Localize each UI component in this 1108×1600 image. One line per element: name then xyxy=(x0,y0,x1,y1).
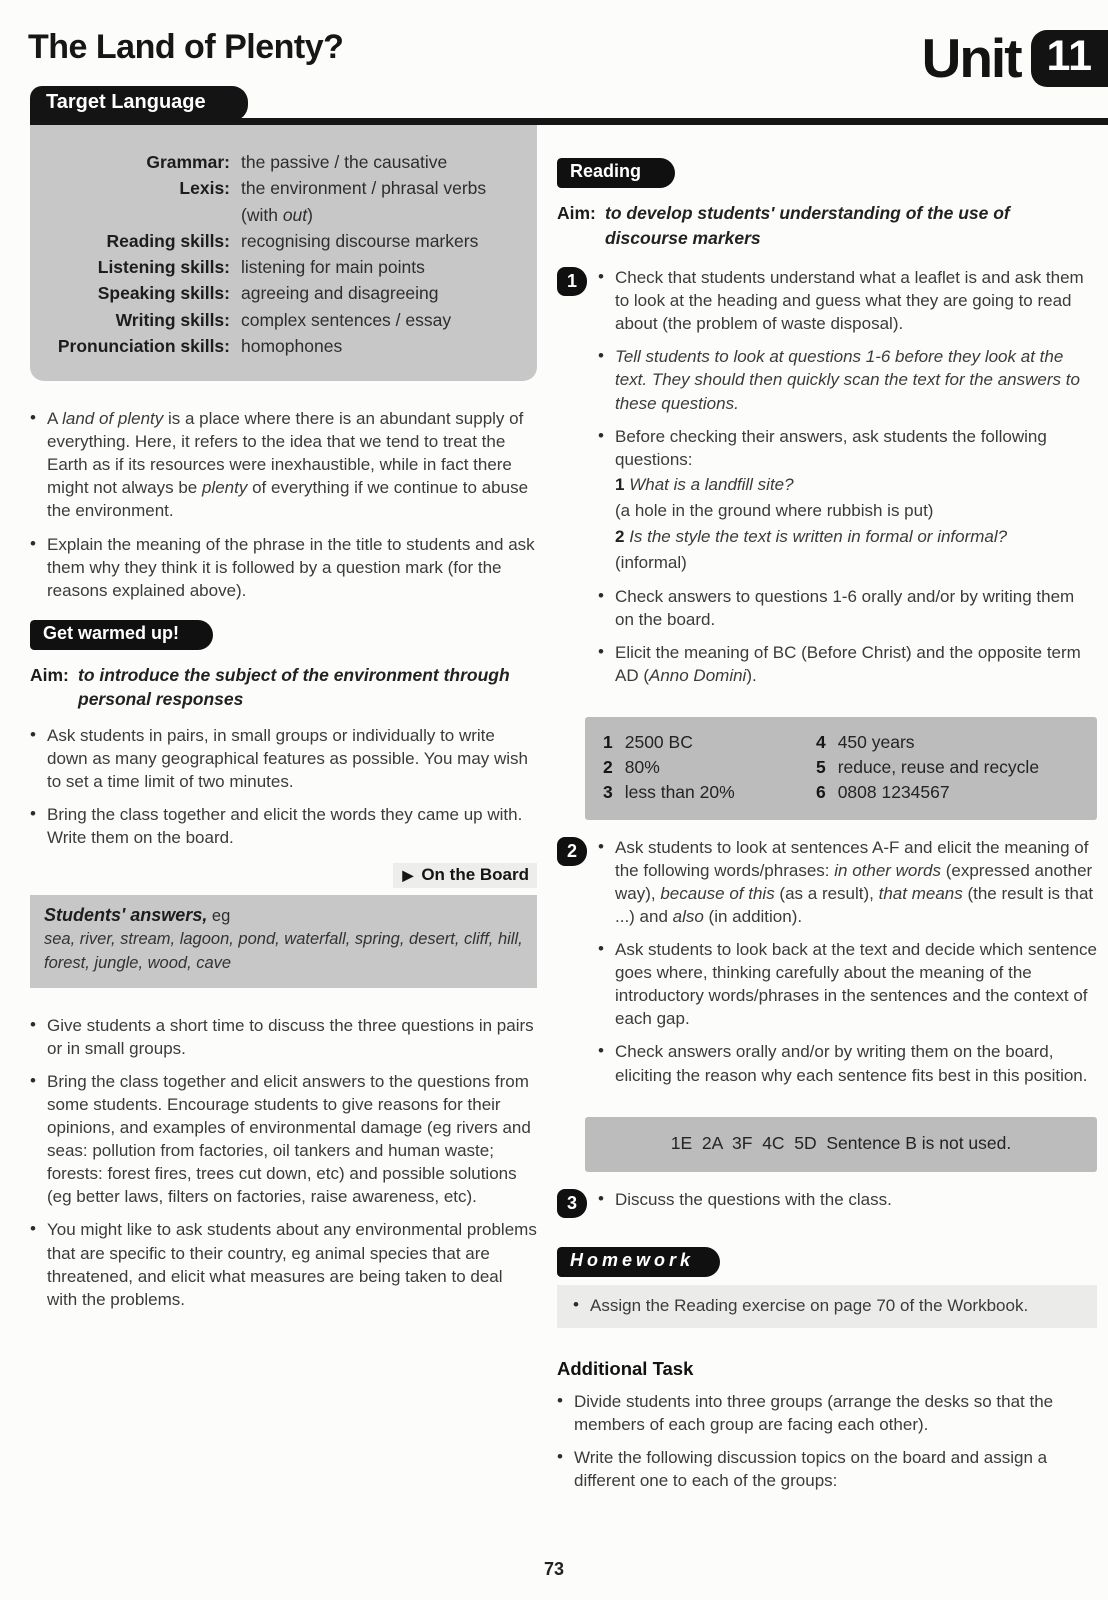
answer-key-box-2: 1E 2A 3F 4C 5D Sentence B is not used. xyxy=(585,1117,1097,1172)
answer-number: 6 xyxy=(815,781,826,802)
aim-label: Aim: xyxy=(30,664,69,685)
question-line: 1 What is a landfill site? xyxy=(615,474,794,494)
row-label: Grammar: xyxy=(146,152,230,172)
get-warmed-up-badge: Get warmed up! xyxy=(30,620,213,650)
step-body xyxy=(598,266,1097,697)
homework-box xyxy=(557,1285,1097,1328)
additional-task-bullets xyxy=(557,1390,1097,1492)
homework-section xyxy=(557,1247,1097,1328)
aim-label: Aim: xyxy=(557,203,596,223)
additional-task-heading: Additional Task xyxy=(557,1357,694,1379)
answer-text: 80% xyxy=(624,756,660,777)
bullet-item: • Ask students to look back at the text and decide which sentence goes where, thinking carefully about the meaning of the introductory words/phrases in the sentences and the context of each gap. xyxy=(598,938,1097,1030)
step3-bullets xyxy=(598,1188,1097,1211)
step-body xyxy=(598,1188,1097,1221)
aim-text: to introduce the subject of the environment through personal responses xyxy=(78,664,510,710)
row-label: Speaking skills: xyxy=(97,283,230,304)
bullet-item: • You might like to ask students about any environmental problems that are specific to their country, eg animal species that are threatened, and elicit what measures are being taken to deal with the problems. xyxy=(30,1218,537,1310)
on-the-board-label xyxy=(393,863,537,888)
homework-badge: Homework xyxy=(557,1247,720,1277)
step-number-badge: 1 xyxy=(557,267,587,296)
reading-step-2 xyxy=(557,836,1097,1097)
row-value: the passive / the causative xyxy=(241,152,448,172)
bullet-item: • Check answers to questions 1-6 orally and/or by writing them on the board. xyxy=(598,585,1097,631)
row-label: Reading skills: xyxy=(106,230,230,251)
warm-up-section xyxy=(30,620,537,1311)
answer-key-column xyxy=(603,730,816,805)
answer-line: (informal) xyxy=(615,552,687,572)
bullet-item: • Elicit the meaning of BC (Before Christ) and the opposite term AD (Anno Domini). xyxy=(598,641,1097,687)
target-language-row xyxy=(30,175,523,228)
answer-item xyxy=(603,780,816,805)
reading-step-3 xyxy=(557,1188,1097,1221)
answer-item xyxy=(816,755,1087,780)
bullet-intro: Before checking their answers, ask students the following questions: xyxy=(615,426,1047,469)
on-the-board-text: On the Board xyxy=(421,865,529,885)
target-language-row xyxy=(30,254,523,280)
reading-badge: Reading xyxy=(557,158,675,188)
left-column xyxy=(30,125,537,1321)
discussion-bullets xyxy=(30,1014,537,1311)
bullet-item: • Ask students to look at sentences A-F and elicit the meaning of the following words/phrases: in other words (expressed another way), because of this (as a result), that means (the result is that ...) and also (in addition). xyxy=(598,836,1097,928)
step-number-badge: 2 xyxy=(557,837,587,866)
question-line: 2 Is the style the text is written in formal or informal? xyxy=(615,526,1008,546)
row-value: the environment / phrasal verbs (with out) xyxy=(241,178,487,225)
step1-bullets xyxy=(598,266,1097,687)
students-answers-box xyxy=(30,895,537,987)
bullet-item: • Bring the class together and elicit answers to the questions from some students. Encourage students to give reasons for their opinions, and examples of environmental damage (eg rivers and seas: pollution from factories, oil tankers and human waste; forests: forest fires, trees cut down, etc) and possible solutions (eg better laws, filters on factories, raise awareness, etc). xyxy=(30,1070,537,1209)
target-language-tab: Target Language xyxy=(30,86,248,121)
answer-text: 2500 BC xyxy=(624,732,693,753)
answer-text: 0808 1234567 xyxy=(837,781,950,802)
students-answers-title: Students' answers, xyxy=(44,905,208,926)
unit-header xyxy=(922,26,1108,90)
step2-bullets xyxy=(598,836,1097,1087)
row-value: agreeing and disagreeing xyxy=(241,283,439,304)
aim-text: to develop students' understanding of the use of discourse markers xyxy=(605,203,1010,248)
bullet-item: • Check answers orally and/or by writing them on the board, eliciting the reason why each sentence fits best in this position. xyxy=(598,1040,1097,1086)
step-number-badge: 3 xyxy=(557,1189,587,1218)
right-pointing-triangle-icon: ▶ xyxy=(402,867,414,884)
reading-step-1 xyxy=(557,266,1097,697)
answer-number: 1 xyxy=(603,732,613,753)
answer-item xyxy=(603,730,816,755)
bullet-item: • A land of plenty is a place where there is an abundant supply of everything. Here, it refers to the idea that we tend to treat the Earth as if its resources were inexhaustible, while in fact there might not always be plenty of everything if we continue to abuse the environment. xyxy=(30,407,537,523)
reading-aim xyxy=(557,201,1097,250)
additional-task-section xyxy=(557,1358,1097,1492)
row-value: homophones xyxy=(241,335,343,356)
bullet-item: • Write the following discussion topics on the board and assign a different one to each of the groups: xyxy=(557,1446,1097,1492)
row-value: recognising discourse markers xyxy=(241,230,479,251)
answer-number: 5 xyxy=(815,756,826,777)
row-label: Lexis: xyxy=(179,178,230,199)
homework-bullets xyxy=(573,1294,1091,1317)
unit-label: Unit xyxy=(921,27,1021,89)
target-language-row xyxy=(30,333,523,359)
unit-number-badge: 11 xyxy=(1031,30,1108,87)
row-label: Writing skills: xyxy=(115,309,230,330)
page-number: 73 xyxy=(543,1559,565,1579)
target-language-row xyxy=(30,228,523,254)
bullet-item: • Explain the meaning of the phrase in the title to students and ask them why they think it is followed by a question mark (for the reasons explained above). xyxy=(30,533,537,602)
answer-item xyxy=(816,780,1087,805)
bullet-item: • Tell students to look at questions 1-6 before they look at the text. They should then quickly scan the text for the answers to these questions. xyxy=(598,345,1097,414)
answer-number: 3 xyxy=(603,781,613,802)
answer-text: 450 years xyxy=(837,732,915,753)
bullet-item: • Check that students understand what a leaflet is and ask them to look at the heading and guess what they are going to read about (the problem of waste disposal). xyxy=(598,266,1097,335)
students-answers-list: sea, river, stream, lagoon, pond, waterfall, spring, desert, cliff, hill, forest, jungle, wood, cave xyxy=(44,930,523,972)
answer-text: reduce, reuse and recycle xyxy=(837,756,1040,777)
answer-item xyxy=(603,755,816,780)
answer-key-grid xyxy=(603,730,1087,805)
row-label: Pronunciation skills: xyxy=(57,335,230,356)
bullet-item: • Assign the Reading exercise on page 70 of the Workbook. xyxy=(573,1294,1091,1317)
target-language-row xyxy=(30,280,523,306)
answer-key-box-1 xyxy=(585,717,1097,820)
row-value: listening for main points xyxy=(241,257,425,277)
warm-up-aim xyxy=(30,663,537,712)
warm-up-bullets xyxy=(30,724,537,850)
target-language-row xyxy=(30,307,523,333)
students-answers-eg: eg xyxy=(207,907,231,926)
students-answers-heading xyxy=(44,905,523,926)
answer-number: 4 xyxy=(815,732,826,753)
bullet-item xyxy=(598,425,1097,575)
answer-line: (a hole in the ground where rubbish is put) xyxy=(615,500,934,520)
bullet-item: • Divide students into three groups (arrange the desks so that the members of each group are facing each other). xyxy=(557,1390,1097,1436)
answer-key-column xyxy=(816,730,1087,805)
page-title: The Land of Plenty? xyxy=(28,28,344,66)
answer-item xyxy=(816,730,1087,755)
target-language-box xyxy=(30,125,537,381)
target-language-row xyxy=(30,149,523,175)
intro-bullets xyxy=(30,407,537,602)
bullet-item: • Ask students in pairs, in small groups or individually to write down as many geographical features as possible. You may wish to set a time limit of two minutes. xyxy=(30,724,537,793)
bullet-item: • Discuss the questions with the class. xyxy=(598,1188,1097,1211)
row-label: Listening skills: xyxy=(97,257,230,277)
bullet-item: • Give students a short time to discuss the three questions in pairs or in small groups. xyxy=(30,1014,537,1060)
answer-text: less than 20% xyxy=(624,781,735,802)
bullet-item: • Bring the class together and elicit the words they came up with. Write them on the board. xyxy=(30,803,537,849)
row-value: complex sentences / essay xyxy=(241,309,452,330)
answer-number: 2 xyxy=(603,756,613,777)
right-column xyxy=(557,158,1097,1502)
on-the-board-row xyxy=(30,863,537,888)
step-body xyxy=(598,836,1097,1097)
